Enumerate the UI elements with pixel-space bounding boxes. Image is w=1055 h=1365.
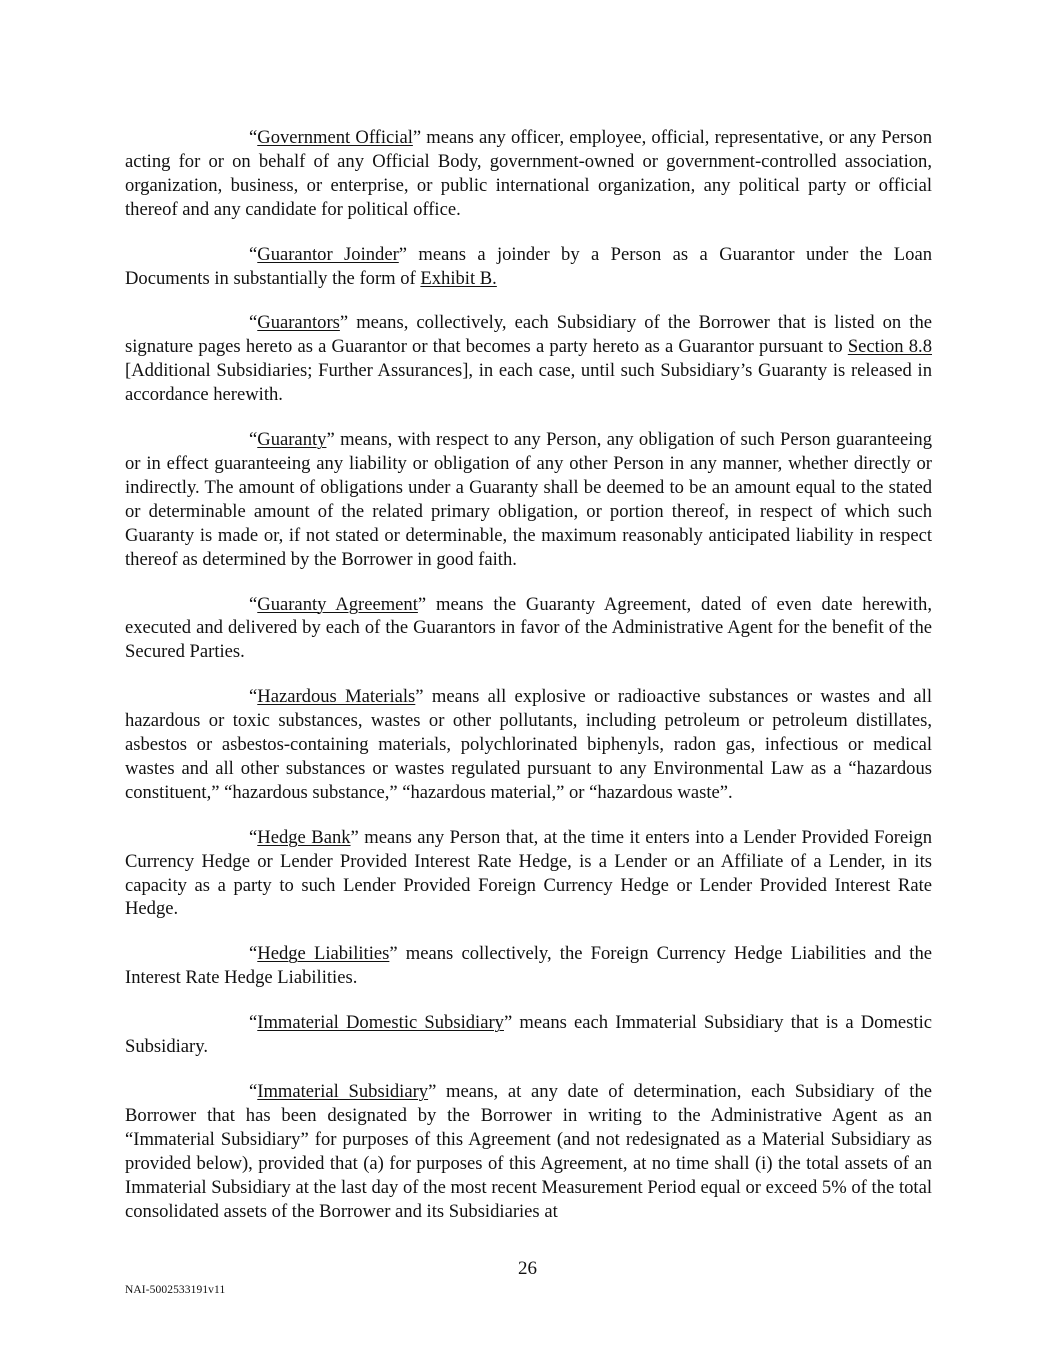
open-quote: “ [249, 826, 258, 848]
definition-guarantor-joinder [125, 243, 932, 291]
definition-text-continued: [Additional Subsidiaries; Further Assurances], in each case, until such Subsidiary’s Guaranty is released in accordance herewith. [125, 360, 932, 406]
open-quote: “ [249, 312, 258, 334]
open-quote: “ [249, 593, 258, 615]
definition-text: ” means the Guaranty Agreement, dated of even date herewith, executed and delivered by each of the Guarantors in favor of the Administrative Agent for the benefit of the Secured Parties. [125, 593, 933, 663]
document-body [125, 126, 932, 1244]
defined-term: Government Official [257, 127, 413, 148]
definition-text: ” means, with respect to any Person, any obligation of such Person guaranteeing or in effect guaranteeing any liability or obligation of any other Person in any manner, whether directly or indirectly. The amount of obligations under a Guaranty shall be deemed to be an amount equal to the stated or determinable amount of the related primary obligation, or portion thereof, in respect of which such Guaranty is made or, if not stated or determinable, the maximum reasonably anticipated liability in respect thereof as determined by the Borrower in good faith. [125, 429, 932, 570]
defined-term: Guaranty Agreement [257, 593, 418, 615]
definition-text: ” means a joinder by a Person as a Guarantor under the Loan Documents in substantially the form of [125, 243, 932, 289]
page-number: 26 [518, 1258, 537, 1279]
definition-government-official [125, 126, 932, 222]
defined-term: Immaterial Subsidiary [257, 1081, 429, 1102]
definition-hedge-bank [125, 826, 932, 922]
definition-hazardous-materials [125, 685, 932, 805]
definition-immaterial-subsidiary [125, 1080, 932, 1223]
cross-reference-section-8-8: Section 8.8 [847, 336, 932, 358]
definition-text: ” means any officer, employee, official, representative, or any Person acting for or on behalf of any Official Body, government-owned or government-controlled association, organization, business, or enterprise, or public international organization, any political party or official thereof and any candidate for political office. [125, 127, 932, 220]
definition-text: ” means each Immaterial Subsidiary that is a Domestic Subsidiary. [125, 1012, 932, 1058]
definition-guaranty-agreement [125, 593, 932, 665]
definition-text: ” means, at any date of determination, each Subsidiary of the Borrower that has been designated by the Borrower in writing to the Administrative Agent as an “Immaterial Subsidiary” for purposes of this Agreement (and not redesignated as a Material Subsidiary as provided below), provided that (a) for purposes of this Agreement, at no time shall (i) the total assets of an Immaterial Subsidiary at the last day of the most recent Measurement Period equal or exceed 5% of the total consolidated assets of the Borrower and its Subsidiaries at [125, 1081, 932, 1222]
defined-term: Hedge Liabilities [257, 943, 390, 965]
definition-text: ” means any Person that, at the time it enters into a Lender Provided Foreign Currency Hedge or Lender Provided Interest Rate Hedge, is a Lender or an Affiliate of a Lender, in its capacity as a party to such Lender Provided Foreign Currency Hedge or Lender Provided Interest Rate Hedge. [125, 826, 932, 920]
defined-term: Guarantors [257, 312, 340, 334]
open-quote: “ [249, 943, 258, 965]
open-quote: “ [249, 127, 258, 148]
definition-immaterial-domestic-subsidiary [125, 1011, 932, 1059]
definition-text: ” means, collectively, each Subsidiary of the Borrower that is listed on the signature pages hereto as a Guarantor or that becomes a party hereto as a Guarantor pursuant to [125, 312, 932, 358]
definition-text: ” means collectively, the Foreign Currency Hedge Liabilities and the Interest Rate Hedge Liabilities. [125, 943, 932, 989]
defined-term: Guarantor Joinder [257, 243, 399, 265]
defined-term: Hedge Bank [257, 826, 351, 848]
open-quote: “ [249, 1081, 258, 1102]
open-quote: “ [249, 1012, 258, 1034]
definition-text: ” means all explosive or radioactive substances or wastes and all hazardous or toxic substances, wastes or other pollutants, including petroleum or petroleum distillates, asbestos or asbestos-containing materials, polychlorinated biphenyls, radon gas, infectious or medical wastes and all other substances or wastes regulated pursuant to any Environmental Law as a “hazardous constituent,” “hazardous substance,” “hazardous material,” or “hazardous waste”. [125, 686, 932, 803]
open-quote: “ [249, 243, 258, 265]
definition-hedge-liabilities [125, 942, 932, 990]
open-quote: “ [249, 686, 258, 708]
defined-term: Guaranty [257, 429, 327, 451]
definition-guarantors [125, 311, 932, 407]
defined-term: Immaterial Domestic Subsidiary [257, 1012, 504, 1034]
document-id: NAI-5002533191v11 [125, 1284, 226, 1296]
defined-term: Hazardous Materials [257, 686, 416, 708]
definition-guaranty [125, 428, 932, 571]
cross-reference-exhibit-b: Exhibit B. [420, 267, 497, 289]
open-quote: “ [249, 429, 258, 451]
